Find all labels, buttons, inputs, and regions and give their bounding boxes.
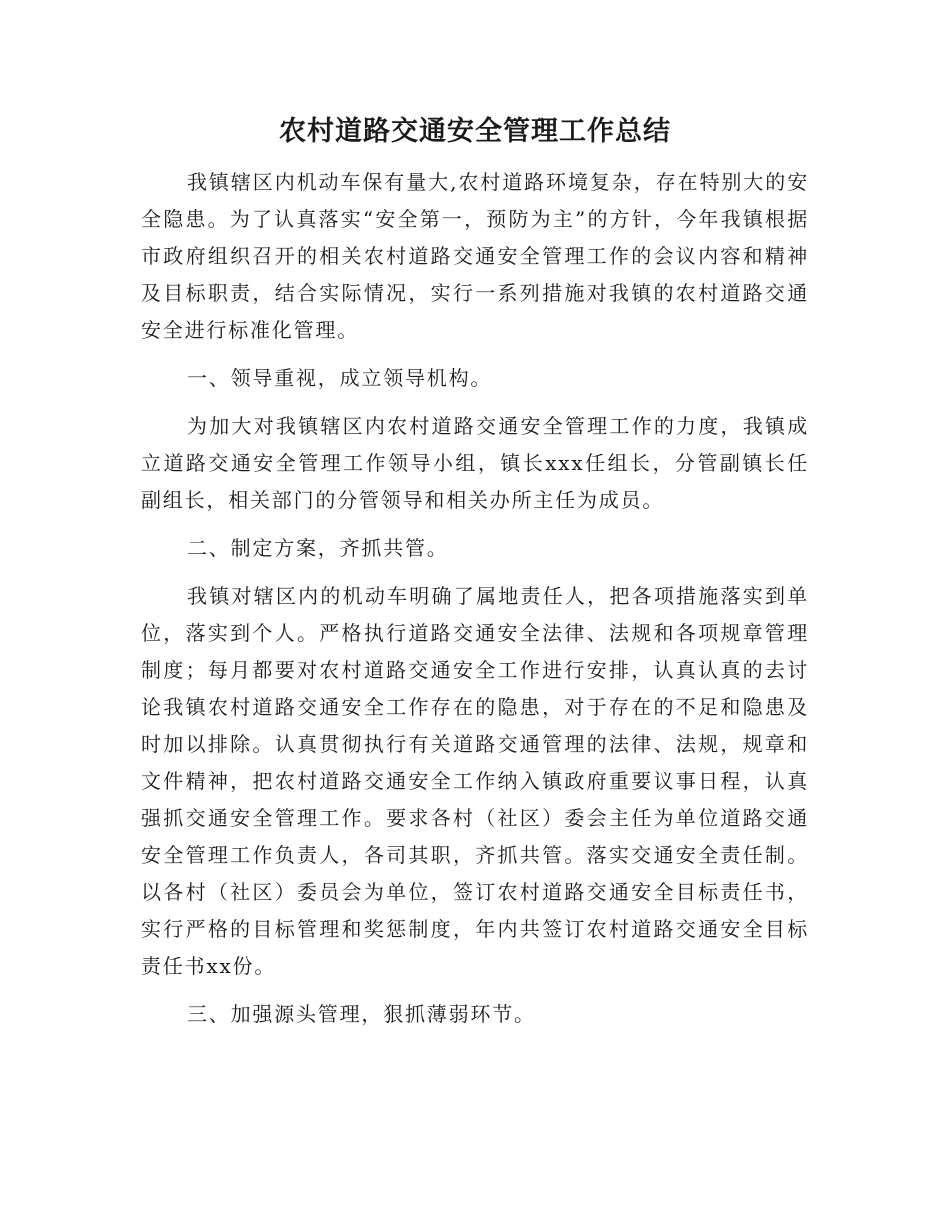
section-heading-2: 二、制定方案，齐抓共管。: [187, 536, 449, 560]
section-1-paragraph: 为加大对我镇辖区内农村道路交通安全管理工作的力度，我镇成立道路交通安全管理工作领导小组，镇长xxx任组长，分管副镇长任副组长，相关部门的分管领导和相关办所主任为成员。: [141, 414, 809, 512]
intro-paragraph: 我镇辖区内机动车保有量大,农村道路环境复杂，存在特别大的安全隐患。为了认真落实“安全第一，预防为主”的方针，今年我镇根据市政府组织召开的相关农村道路交通安全管理工作的会议内容和精神及目标职责，结合实际情况，实行一系列措施对我镇的农村道路交通安全进行标准化管理。: [141, 170, 809, 342]
section-heading-1: 一、领导重视，成立领导机构。: [187, 366, 493, 390]
section-2-paragraph: 我镇对辖区内的机动车明确了属地责任人，把各项措施落实到单位，落实到个人。严格执行道路交通安全法律、法规和各项规章管理制度；每月都要对农村道路交通安全工作进行安排，认真认真的去讨论我镇农村道路交通安全工作存在的隐患，对于存在的不足和隐患及时加以排除。认真贯彻执行有关道路交通管理的法律、法规，规章和文件精神，把农村道路交通安全工作纳入镇政府重要议事日程，认真强抓交通安全管理工作。要求各村（社区）委会主任为单位道路交通安全管理工作负责人，各司其职，齐抓共管。落实交通安全责任制。以各村（社区）委员会为单位，签订农村道路交通安全目标责任书，实行严格的目标管理和奖惩制度，年内共签订农村道路交通安全目标责任书xx份。: [141, 584, 809, 978]
section-heading-3: 三、加强源头管理，狠抓薄弱环节。: [187, 1002, 536, 1026]
document-body: [141, 164, 809, 1044]
document-title: 农村道路交通安全管理工作总结: [279, 116, 671, 147]
